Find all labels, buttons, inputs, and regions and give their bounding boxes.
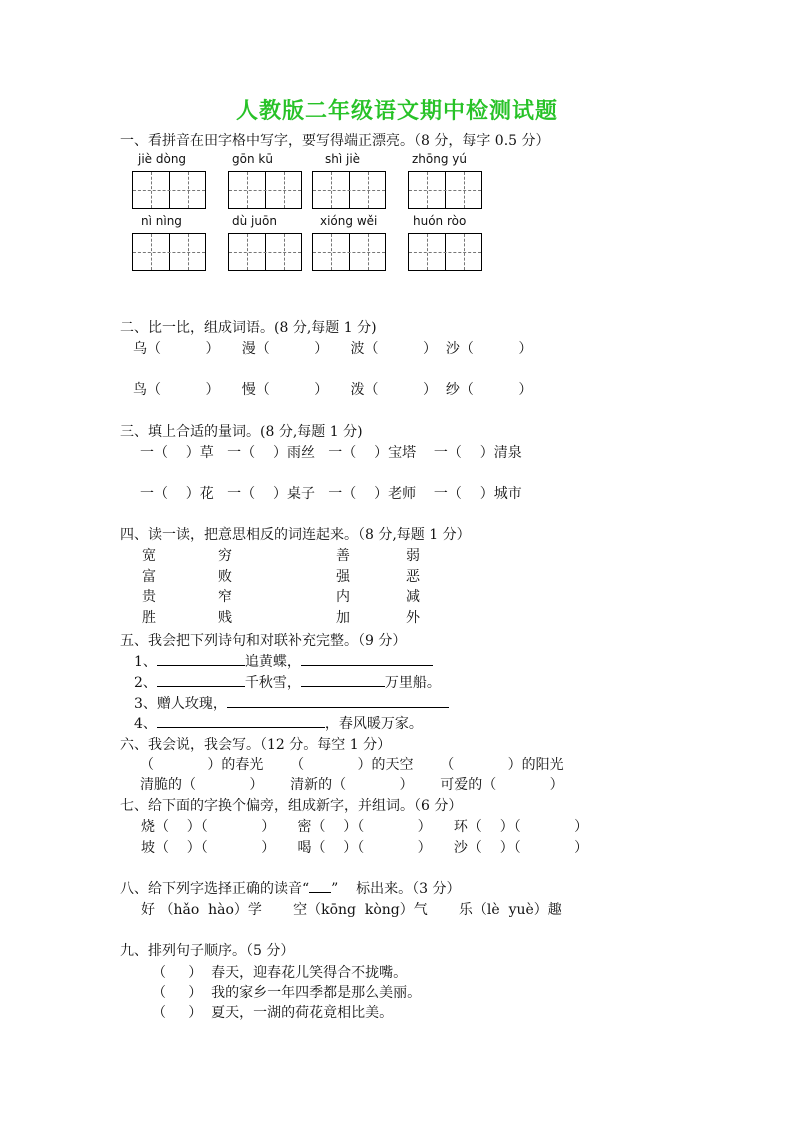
word-column: 弱 恶 减 外: [406, 548, 420, 626]
sentence-item[interactable]: （ ） 我的家乡一年四季都是那么美丽。: [152, 985, 422, 1001]
pinyin-4: zhōng yú: [412, 152, 467, 166]
answer-blank[interactable]: [157, 653, 245, 666]
poem-line-3: 3、赠人玫瑰，: [134, 693, 449, 713]
pronunciation-line: 好 （hǎo hào）学 空（kōng kòng）气 乐（lè yuè）趣: [141, 902, 562, 918]
tianzige-box[interactable]: [228, 171, 302, 209]
pinyin-3: shì jiè: [325, 152, 361, 166]
poem-line-1: 1、 追黄蝶，: [134, 651, 433, 671]
tianzige-box[interactable]: [408, 171, 482, 209]
answer-blank[interactable]: [157, 715, 325, 728]
word-column: 宽 富 贵 胜: [142, 548, 156, 626]
word-column: 善 强 内 加: [336, 548, 350, 626]
sentence-item[interactable]: （ ） 夏天，一湖的荷花竟相比美。: [152, 1005, 394, 1021]
tianzige-box[interactable]: [312, 233, 386, 271]
section-6-heading: 六、我会说，我会写。（12 分。每空 1 分）: [120, 737, 392, 753]
tianzige-box[interactable]: [228, 233, 302, 271]
tianzige-box[interactable]: [132, 171, 206, 209]
poem-line-2: 2、 千秋雪， 万里船。: [134, 675, 441, 691]
pinyin-8: huón ròo: [413, 214, 467, 228]
answer-blank[interactable]: [227, 695, 449, 708]
word-column: 穷 败 窄 贱: [218, 548, 232, 626]
tianzige-box[interactable]: [132, 233, 206, 271]
answer-blank[interactable]: [301, 653, 433, 666]
phrase-line-1: （ ）的春光 （ ）的天空 （ ）的阳光: [140, 757, 564, 773]
compare-line-1: 乌（ ） 漫（ ） 波（ ） 沙（ ）: [133, 341, 533, 357]
section-7-heading: 七、给下面的字换个偏旁，组成新字，并组词。（6 分）: [120, 798, 463, 814]
tianzige-box[interactable]: [408, 233, 482, 271]
pinyin-2: gōn kū: [232, 152, 273, 166]
pinyin-7: xióng wěi: [320, 214, 378, 228]
measure-line-1: 一（ ）草 一（ ）雨丝 一（ ）宝塔 一（ ）清泉: [140, 445, 522, 461]
section-8-heading: 八、给下列字选择正确的读音“ ” 标出来。（3 分）: [120, 881, 461, 897]
section-3-heading: 三、填上合适的量词。(8 分,每题 1 分): [120, 424, 363, 440]
page-title: 人教版二年级语文期中检测试题: [235, 99, 558, 124]
phrase-line-2: 清脆的（ ） 清新的（ ） 可爱的（ ）: [140, 777, 564, 793]
pinyin-5: nì nìng: [141, 214, 182, 228]
sentence-item[interactable]: （ ） 春天，迎春花儿笑得合不拢嘴。: [152, 965, 408, 981]
pinyin-6: dù juōn: [232, 214, 277, 228]
section-9-heading: 九、排列句子顺序。（5 分）: [120, 943, 295, 959]
section-5-heading: 五、我会把下列诗句和对联补充完整。（9 分）: [120, 633, 407, 649]
radical-line-2: 坡（ ）（ ） 喝（ ）（ ） 沙（ ）（ ）: [141, 840, 589, 856]
compare-line-2: 鸟（ ） 慢（ ） 泼（ ） 纱（ ）: [133, 382, 533, 398]
radical-line-1: 烧（ ）（ ） 密（ ）（ ） 环（ ）（ ）: [141, 819, 589, 835]
answer-blank[interactable]: [301, 674, 385, 687]
pinyin-1: jiè dòng: [138, 152, 187, 166]
tianzige-box[interactable]: [312, 171, 386, 209]
measure-line-2: 一（ ）花 一（ ）桌子 一（ ）老师 一（ ）城市: [140, 486, 522, 502]
section-4-heading: 四、读一读，把意思相反的词连起来。（8 分,每题 1 分）: [120, 527, 471, 543]
poem-line-4: 4、 ，春风暖万家。: [134, 716, 423, 732]
answer-blank[interactable]: [157, 674, 245, 687]
section-2-heading: 二、比一比，组成词语。(8 分,每题 1 分): [120, 320, 377, 336]
section-1-heading: 一、看拼音在田字格中写字，要写得端正漂亮。（8 分，每字 0.5 分）: [120, 133, 550, 149]
